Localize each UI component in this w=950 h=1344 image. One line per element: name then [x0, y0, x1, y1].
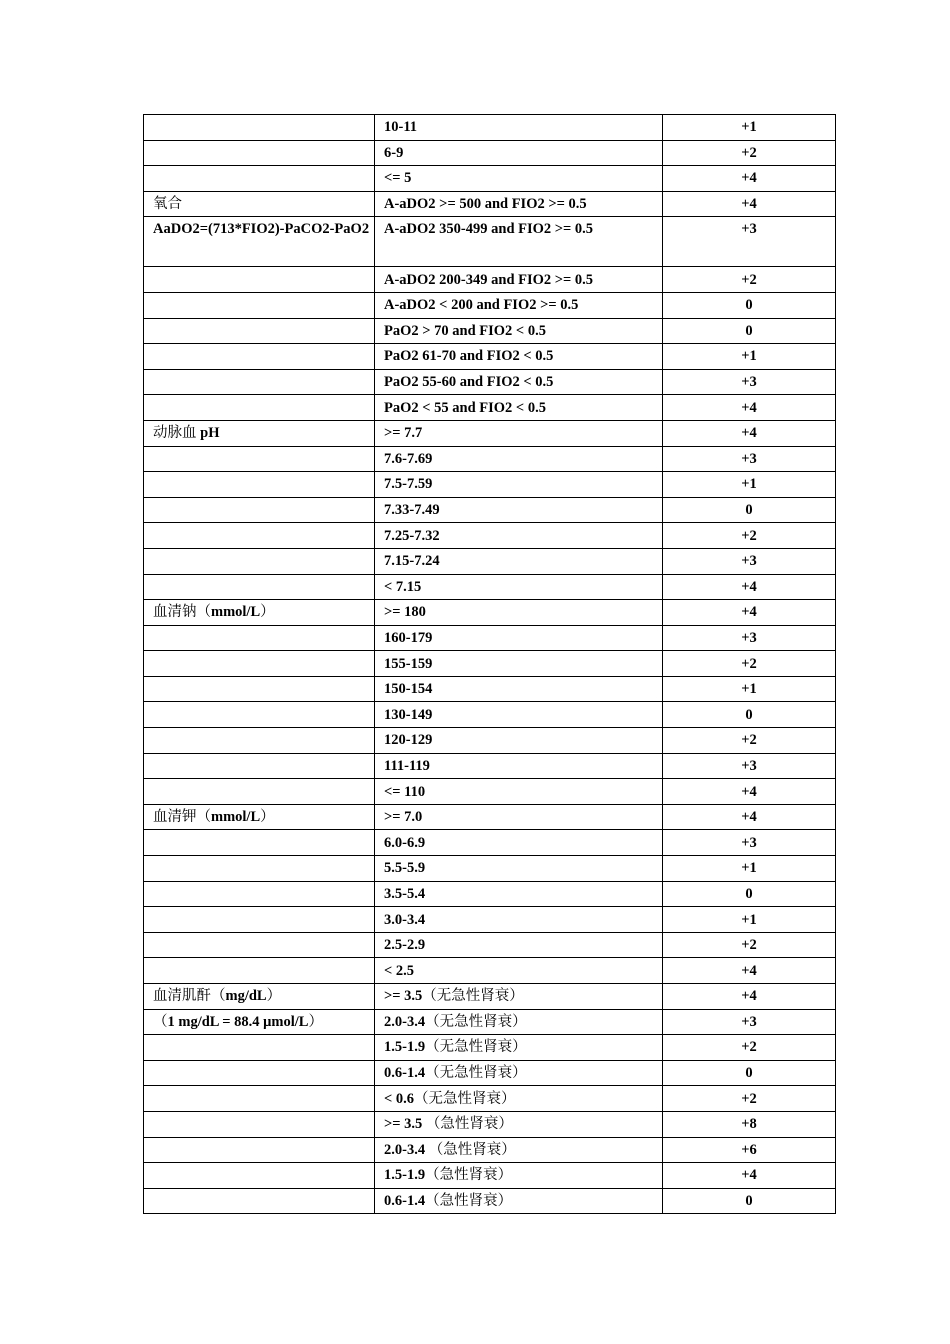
parameter-cell: [144, 907, 375, 933]
parameter-cell: [144, 344, 375, 370]
parameter-cell: [144, 446, 375, 472]
score-cell: +1: [663, 115, 836, 141]
range-value: >= 3.5: [384, 988, 423, 1005]
range-text: A-aDO2 350-499 and FIO2 >= 0.5: [384, 221, 594, 238]
parameter-cell: [144, 881, 375, 907]
range-cell: [375, 446, 663, 472]
range-cell: [375, 1163, 663, 1189]
range-cell: [375, 420, 663, 446]
range-cell: [375, 1111, 663, 1137]
parameter-label-end: ）: [260, 604, 275, 621]
range-value: < 0.6: [384, 1090, 415, 1107]
range-cell: [375, 292, 663, 318]
range-text: A-aDO2 200-349 and FIO2 >= 0.5: [384, 271, 594, 288]
range-cell: [375, 191, 663, 217]
score-cell: +3: [663, 830, 836, 856]
range-value: 1.5-1.9: [384, 1039, 426, 1056]
score-cell: +2: [663, 932, 836, 958]
range-cell: [375, 1086, 663, 1112]
table-row: [144, 600, 836, 626]
table-row: [144, 548, 836, 574]
table-row: [144, 728, 836, 754]
score-cell: 0: [663, 497, 836, 523]
parameter-label: 动脉血: [153, 425, 201, 442]
score-cell: +4: [663, 600, 836, 626]
range-text: <= 5: [384, 170, 412, 187]
range-cell: [375, 676, 663, 702]
range-cell: [375, 881, 663, 907]
parameter-cell: [144, 523, 375, 549]
range-condition: （急性肾衰）: [425, 1116, 513, 1133]
apache-score-table: [143, 114, 836, 1214]
parameter-cell: [144, 830, 375, 856]
range-cell: [375, 369, 663, 395]
parameter-cell: [144, 1137, 375, 1163]
parameter-cell: [144, 1188, 375, 1214]
range-cell: [375, 1060, 663, 1086]
range-cell: [375, 1188, 663, 1214]
table-row: [144, 267, 836, 293]
parameter-label-end: ）: [260, 809, 275, 826]
table-row: [144, 753, 836, 779]
range-text: 120-129: [384, 732, 433, 749]
range-text: 6.0-6.9: [384, 834, 426, 851]
score-cell: 0: [663, 1060, 836, 1086]
range-text: 10-11: [384, 119, 418, 136]
parameter-cell: [144, 115, 375, 141]
range-value: >= 3.5: [384, 1116, 426, 1133]
parameter-cell: [144, 472, 375, 498]
table-row: [144, 958, 836, 984]
range-text: >= 180: [384, 604, 426, 621]
score-cell: +1: [663, 856, 836, 882]
range-cell: [375, 1035, 663, 1061]
range-condition: （无急性肾衰）: [422, 988, 524, 1005]
range-cell: [375, 318, 663, 344]
score-cell: +4: [663, 166, 836, 192]
parameter-cell: [144, 676, 375, 702]
score-cell: +3: [663, 625, 836, 651]
score-cell: +1: [663, 472, 836, 498]
table-row: [144, 1035, 836, 1061]
range-cell: [375, 217, 663, 267]
parameter-cell: [144, 728, 375, 754]
table-row: [144, 344, 836, 370]
score-cell: +4: [663, 958, 836, 984]
parameter-cell: [144, 318, 375, 344]
parameter-cell: [144, 292, 375, 318]
parameter-unit: mmol/L: [211, 809, 261, 826]
parameter-cell: [144, 420, 375, 446]
table-row: [144, 318, 836, 344]
table-row: [144, 651, 836, 677]
score-cell: +2: [663, 267, 836, 293]
range-cell: [375, 267, 663, 293]
parameter-cell: [144, 497, 375, 523]
range-text: 150-154: [384, 681, 433, 698]
score-cell: +6: [663, 1137, 836, 1163]
range-text: 3.5-5.4: [384, 885, 426, 902]
range-cell: [375, 523, 663, 549]
score-cell: +4: [663, 1163, 836, 1189]
range-text: 2.5-2.9: [384, 937, 426, 954]
score-cell: +1: [663, 907, 836, 933]
range-cell: [375, 497, 663, 523]
range-text: 7.33-7.49: [384, 502, 440, 519]
range-text: 155-159: [384, 655, 433, 672]
table-row: [144, 779, 836, 805]
parameter-cell: [144, 217, 375, 267]
range-text: 7.15-7.24: [384, 553, 440, 570]
parameter-cell: [144, 779, 375, 805]
parameter-label: 血清肌酐（: [153, 988, 226, 1005]
table-row: [144, 1086, 836, 1112]
range-text: 7.6-7.69: [384, 450, 433, 467]
table-row: [144, 625, 836, 651]
parameter-cell: [144, 166, 375, 192]
table-row: [144, 292, 836, 318]
range-text: 160-179: [384, 629, 433, 646]
table-row: [144, 446, 836, 472]
score-cell: +3: [663, 1009, 836, 1035]
range-cell: [375, 932, 663, 958]
table-row: [144, 1060, 836, 1086]
table-row: [144, 881, 836, 907]
range-condition: （无急性肾衰）: [425, 1065, 527, 1082]
table-row: [144, 574, 836, 600]
range-condition: （急性肾衰）: [428, 1141, 516, 1158]
range-cell: [375, 625, 663, 651]
parameter-cell: [144, 369, 375, 395]
range-cell: [375, 753, 663, 779]
table-row: [144, 369, 836, 395]
parameter-cell: [144, 702, 375, 728]
score-cell: 0: [663, 702, 836, 728]
range-condition: （无急性肾衰）: [414, 1090, 516, 1107]
parameter-text: 氧合: [153, 196, 182, 213]
parameter-cell: [144, 574, 375, 600]
score-cell: 0: [663, 318, 836, 344]
range-text: >= 7.0: [384, 809, 423, 826]
table-row: [144, 395, 836, 421]
range-value: 0.6-1.4: [384, 1065, 426, 1082]
range-text: 6-9: [384, 144, 404, 161]
table-row: [144, 217, 836, 267]
score-cell: +2: [663, 523, 836, 549]
range-cell: [375, 1137, 663, 1163]
range-text: A-aDO2 >= 500 and FIO2 >= 0.5: [384, 196, 587, 213]
score-cell: +3: [663, 753, 836, 779]
range-text: <= 110: [384, 783, 426, 800]
table-row: [144, 420, 836, 446]
parameter-cell: [144, 1111, 375, 1137]
score-cell: +2: [663, 1086, 836, 1112]
parameter-cell: [144, 625, 375, 651]
range-text: 130-149: [384, 706, 433, 723]
range-value: 2.0-3.4: [384, 1141, 429, 1158]
parameter-cell: [144, 395, 375, 421]
parameter-cell: [144, 1086, 375, 1112]
range-cell: [375, 1009, 663, 1035]
parameter-label-end: ）: [308, 1013, 323, 1030]
parameter-cell: [144, 958, 375, 984]
range-cell: [375, 472, 663, 498]
range-value: 2.0-3.4: [384, 1013, 426, 1030]
range-condition: （急性肾衰）: [425, 1193, 513, 1210]
range-text: 3.0-3.4: [384, 911, 426, 928]
range-text: 7.5-7.59: [384, 476, 433, 493]
score-cell: +4: [663, 395, 836, 421]
range-text: 7.25-7.32: [384, 527, 440, 544]
parameter-cell: [144, 267, 375, 293]
table-row: [144, 1163, 836, 1189]
range-condition: （无急性肾衰）: [425, 1039, 527, 1056]
score-cell: +2: [663, 728, 836, 754]
table-row: [144, 1111, 836, 1137]
range-value: 1.5-1.9: [384, 1167, 426, 1184]
parameter-label: 血清钾（: [153, 809, 211, 826]
table-row: [144, 804, 836, 830]
table-row: [144, 1137, 836, 1163]
parameter-cell: [144, 932, 375, 958]
table-row: [144, 191, 836, 217]
score-cell: +4: [663, 804, 836, 830]
score-cell: +2: [663, 1035, 836, 1061]
table-row: [144, 856, 836, 882]
parameter-cell: [144, 191, 375, 217]
range-text: 5.5-5.9: [384, 860, 426, 877]
score-cell: +3: [663, 369, 836, 395]
parameter-cell: [144, 804, 375, 830]
range-text: PaO2 > 70 and FIO2 < 0.5: [384, 322, 546, 339]
range-cell: [375, 574, 663, 600]
range-cell: [375, 166, 663, 192]
table-row: [144, 523, 836, 549]
range-cell: [375, 600, 663, 626]
score-cell: 0: [663, 881, 836, 907]
score-cell: +3: [663, 217, 836, 267]
score-cell: +1: [663, 676, 836, 702]
score-cell: 0: [663, 292, 836, 318]
range-cell: [375, 779, 663, 805]
range-text: 111-119: [384, 757, 430, 774]
parameter-cell: [144, 548, 375, 574]
range-text: PaO2 < 55 and FIO2 < 0.5: [384, 399, 546, 416]
parameter-unit: mmol/L: [211, 604, 261, 621]
parameter-cell: [144, 1163, 375, 1189]
table-row: [144, 984, 836, 1010]
score-cell: +4: [663, 420, 836, 446]
table-row: [144, 166, 836, 192]
score-cell: +4: [663, 779, 836, 805]
range-text: PaO2 55-60 and FIO2 < 0.5: [384, 374, 554, 391]
score-cell: +1: [663, 344, 836, 370]
table-row: [144, 907, 836, 933]
table-row: [144, 1009, 836, 1035]
range-text: >= 7.7: [384, 425, 423, 442]
range-cell: [375, 830, 663, 856]
range-cell: [375, 958, 663, 984]
parameter-unit: mg/dL: [225, 988, 267, 1005]
parameter-cell: [144, 651, 375, 677]
score-cell: +4: [663, 191, 836, 217]
parameter-cell: [144, 600, 375, 626]
range-cell: [375, 984, 663, 1010]
range-cell: [375, 344, 663, 370]
table-row: [144, 497, 836, 523]
parameter-cell: [144, 140, 375, 166]
table-row: [144, 702, 836, 728]
score-cell: +3: [663, 548, 836, 574]
score-cell: +8: [663, 1111, 836, 1137]
parameter-cell: [144, 753, 375, 779]
score-cell: +4: [663, 574, 836, 600]
table-row: [144, 472, 836, 498]
range-cell: [375, 856, 663, 882]
table-row: [144, 115, 836, 141]
table-body: [144, 115, 836, 1214]
parameter-cell: [144, 1060, 375, 1086]
parameter-cell: [144, 856, 375, 882]
range-cell: [375, 702, 663, 728]
range-condition: （急性肾衰）: [425, 1167, 513, 1184]
range-cell: [375, 395, 663, 421]
range-text: < 2.5: [384, 962, 415, 979]
parameter-unit: pH: [200, 425, 220, 442]
range-value: 0.6-1.4: [384, 1193, 426, 1210]
range-cell: [375, 115, 663, 141]
range-cell: [375, 907, 663, 933]
range-cell: [375, 804, 663, 830]
range-text: PaO2 61-70 and FIO2 < 0.5: [384, 348, 554, 365]
table-row: [144, 932, 836, 958]
parameter-text: AaDO2=(713*FIO2)-PaCO2-PaO2: [153, 221, 370, 238]
score-cell: +2: [663, 140, 836, 166]
range-cell: [375, 651, 663, 677]
range-cell: [375, 728, 663, 754]
range-cell: [375, 140, 663, 166]
score-cell: +3: [663, 446, 836, 472]
table-row: [144, 676, 836, 702]
parameter-label: （: [153, 1013, 168, 1030]
parameter-unit: 1 mg/dL = 88.4 μmol/L: [167, 1013, 309, 1030]
table-row: [144, 140, 836, 166]
range-text: A-aDO2 < 200 and FIO2 >= 0.5: [384, 297, 579, 314]
parameter-cell: [144, 1009, 375, 1035]
parameter-cell: [144, 984, 375, 1010]
score-cell: 0: [663, 1188, 836, 1214]
range-condition: （无急性肾衰）: [425, 1013, 527, 1030]
parameter-label-end: ）: [266, 988, 282, 1005]
table-row: [144, 830, 836, 856]
parameter-label: 血清钠（: [153, 604, 211, 621]
parameter-cell: [144, 1035, 375, 1061]
table-row: [144, 1188, 836, 1214]
range-cell: [375, 548, 663, 574]
range-text: < 7.15: [384, 578, 422, 595]
score-cell: +2: [663, 651, 836, 677]
score-cell: +4: [663, 984, 836, 1010]
